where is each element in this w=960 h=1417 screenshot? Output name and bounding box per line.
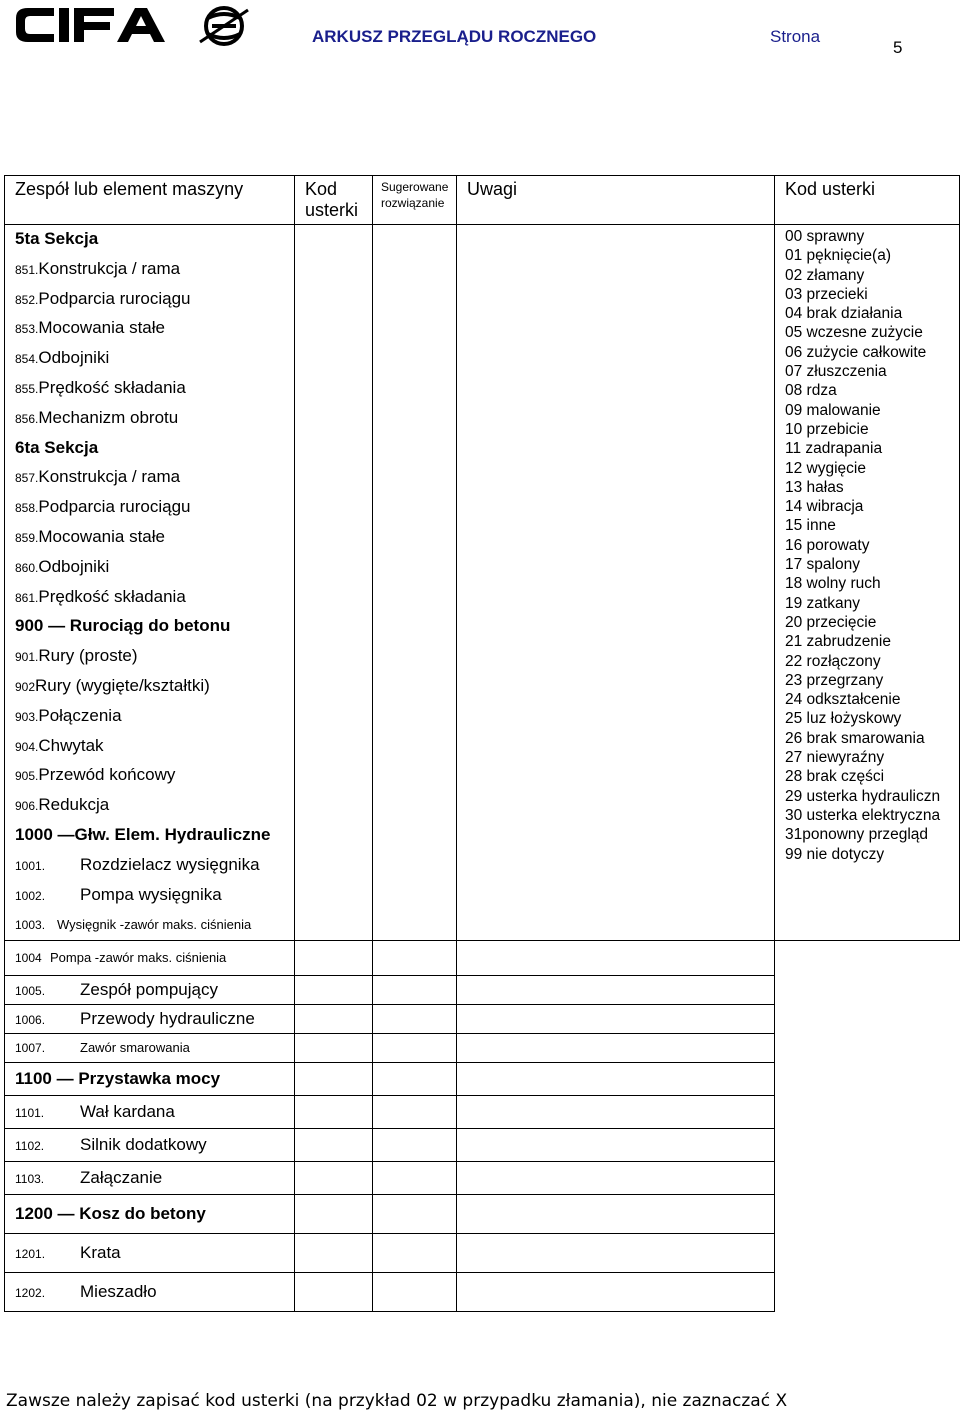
list-item bbox=[15, 344, 284, 374]
item-label: Rozdzielacz wysięgnika bbox=[80, 854, 260, 874]
list-item bbox=[15, 642, 284, 672]
item-label: Podparcia rurociągu bbox=[38, 288, 191, 308]
item-label: Zawór smarowania bbox=[80, 1040, 190, 1056]
item-number: 1001. bbox=[15, 858, 46, 873]
item-number: 853. bbox=[15, 322, 39, 337]
list-item bbox=[5, 1273, 295, 1312]
item-number: 857. bbox=[15, 471, 39, 486]
page-header bbox=[0, 0, 960, 80]
table-row bbox=[5, 1162, 960, 1195]
fault-code-item: 29 usterka hydrauliczn bbox=[785, 787, 941, 805]
item-label: Mocowania stałe bbox=[38, 526, 165, 546]
list-item bbox=[5, 941, 295, 976]
item-number: 901. bbox=[15, 650, 39, 665]
suggested-solution-entry-cell[interactable] bbox=[373, 976, 457, 1005]
fault-code-item: 11 zadrapania bbox=[785, 440, 883, 458]
fault-code-item: 20 przecięcie bbox=[785, 613, 877, 631]
fault-code-item: 23 przegrzany bbox=[785, 671, 884, 689]
fault-code-item: 31ponowny przegląd bbox=[785, 826, 929, 844]
remarks-entry-cell[interactable] bbox=[457, 1005, 775, 1034]
fault-code-item: 99 nie dotyczy bbox=[785, 845, 885, 863]
item-number: 903. bbox=[15, 709, 39, 724]
fault-code-entry-cell[interactable] bbox=[295, 225, 373, 941]
item-number: 859. bbox=[15, 530, 39, 545]
section-heading bbox=[15, 225, 284, 255]
list-item bbox=[15, 255, 284, 285]
remarks-entry-cell[interactable] bbox=[457, 1162, 775, 1195]
suggested-solution-entry-cell[interactable] bbox=[373, 1096, 457, 1129]
elements-column bbox=[5, 225, 295, 941]
item-label: Prędkość składania bbox=[38, 377, 186, 397]
item-number: 1003. bbox=[15, 918, 46, 933]
item-number: 1002. bbox=[15, 888, 46, 903]
item-number: 1102. bbox=[15, 1139, 45, 1154]
item-label: Rury (wygięte/kształtki) bbox=[35, 675, 210, 695]
item-label: 6ta Sekcja bbox=[15, 437, 99, 457]
item-number: 1103. bbox=[15, 1172, 45, 1187]
item-number: 860. bbox=[15, 560, 39, 575]
fault-code-entry-cell[interactable] bbox=[295, 1034, 373, 1063]
item-label: Konstrukcja / rama bbox=[38, 467, 181, 487]
fault-code-entry-cell[interactable] bbox=[295, 941, 373, 976]
remarks-entry-cell[interactable] bbox=[457, 1273, 775, 1312]
list-item bbox=[15, 374, 284, 404]
fault-code-item: 09 malowanie bbox=[785, 401, 881, 419]
fault-code-item: 16 porowaty bbox=[785, 536, 870, 554]
list-item bbox=[5, 1129, 295, 1162]
suggested-solution-entry-cell[interactable] bbox=[373, 225, 457, 941]
item-label: Przewód końcowy bbox=[38, 765, 176, 785]
suggested-solution-entry-cell[interactable] bbox=[373, 1034, 457, 1063]
remarks-entry-cell[interactable] bbox=[457, 1129, 775, 1162]
fault-code-list bbox=[785, 227, 949, 864]
section-heading bbox=[15, 821, 284, 851]
remarks-entry-cell[interactable] bbox=[457, 225, 775, 941]
list-item bbox=[15, 314, 284, 344]
item-label: Rury (proste) bbox=[38, 646, 138, 666]
fault-code-item: 14 wibracja bbox=[785, 498, 864, 516]
item-number: 904. bbox=[15, 739, 39, 754]
item-number: 1201. bbox=[15, 1247, 46, 1262]
item-label: 5ta Sekcja bbox=[15, 229, 99, 248]
suggested-solution-entry-cell[interactable] bbox=[373, 1162, 457, 1195]
fault-code-item: 26 brak smarowania bbox=[785, 729, 925, 747]
item-number: 1202. bbox=[15, 1286, 46, 1301]
fault-code-item: 17 spalony bbox=[785, 556, 860, 574]
fault-code-item: 13 hałas bbox=[785, 478, 844, 496]
table-row bbox=[5, 1096, 960, 1129]
list-item bbox=[15, 404, 284, 434]
fault-code-item: 03 przecieki bbox=[785, 285, 868, 303]
fault-code-entry-cell[interactable] bbox=[295, 1063, 373, 1096]
item-label: Wał kardana bbox=[80, 1102, 175, 1122]
fault-code-item: 22 rozłączony bbox=[785, 652, 881, 670]
fault-code-item: 02 złamany bbox=[785, 266, 865, 284]
remarks-entry-cell[interactable] bbox=[457, 976, 775, 1005]
item-label: Przewody hydrauliczne bbox=[80, 1009, 255, 1029]
item-label: Chwytak bbox=[38, 735, 104, 755]
list-item bbox=[15, 702, 284, 732]
list-item bbox=[5, 1096, 295, 1129]
table-row bbox=[5, 1195, 960, 1234]
item-label: Krata bbox=[80, 1243, 121, 1263]
col-header-remarks: Uwagi bbox=[457, 176, 775, 225]
item-number: 906. bbox=[15, 799, 39, 814]
remarks-entry-cell[interactable] bbox=[457, 941, 775, 976]
list-item bbox=[15, 732, 284, 762]
col-header-fault-code: Kod usterki bbox=[295, 176, 373, 225]
table-row bbox=[5, 1273, 960, 1312]
list-item bbox=[15, 493, 284, 523]
fault-code-entry-cell[interactable] bbox=[295, 1005, 373, 1034]
fault-code-item: 12 wygięcie bbox=[785, 459, 866, 477]
page-number: 5 bbox=[893, 38, 903, 57]
section-heading bbox=[5, 1063, 295, 1096]
fault-code-item: 27 niewyraźny bbox=[785, 749, 885, 767]
fault-code-item: 21 zabrudzenie bbox=[785, 633, 891, 651]
item-label: 900 — Rurociąg do betonu bbox=[15, 616, 231, 636]
col-header-element: Zespół lub element maszyny bbox=[5, 176, 295, 225]
section-heading bbox=[15, 612, 284, 642]
item-label: Wysięgnik -zawór maks. ciśnienia bbox=[57, 917, 252, 933]
table-row bbox=[5, 976, 960, 1005]
fault-code-item: 30 usterka elektryczna bbox=[785, 806, 941, 824]
col-header-fault-code-legend: Kod usterki bbox=[775, 176, 960, 225]
item-label: Odbojniki bbox=[38, 556, 110, 576]
section-heading bbox=[15, 434, 284, 464]
fault-code-entry-cell[interactable] bbox=[295, 1129, 373, 1162]
page-label: Strona bbox=[770, 27, 821, 46]
fault-code-item: 01 pęknięcie(a) bbox=[785, 247, 891, 265]
item-label: Mieszadło bbox=[80, 1282, 157, 1302]
item-label: Konstrukcja / rama bbox=[38, 258, 181, 278]
table-body-row bbox=[5, 225, 960, 941]
section-heading bbox=[5, 1195, 295, 1234]
footer-note: Zawsze należy zapisać kod usterki (na przykład 02 w przypadku złamania), nie zaznaczać X bbox=[6, 1391, 788, 1411]
remarks-entry-cell[interactable] bbox=[457, 1234, 775, 1273]
item-number: 858. bbox=[15, 501, 39, 516]
fault-code-entry-cell[interactable] bbox=[295, 976, 373, 1005]
item-label: Zespół pompujący bbox=[80, 980, 218, 1000]
table-row bbox=[5, 1129, 960, 1162]
item-number: 851. bbox=[15, 262, 39, 277]
item-number: 1101. bbox=[15, 1106, 45, 1121]
suggested-solution-entry-cell[interactable] bbox=[373, 1195, 457, 1234]
cifa-logo bbox=[14, 4, 254, 51]
fault-code-item: 18 wolny ruch bbox=[785, 575, 881, 593]
fault-code-item: 19 zatkany bbox=[785, 594, 860, 612]
item-number: 854. bbox=[15, 352, 39, 367]
list-item bbox=[5, 1234, 295, 1273]
item-number: 1007. bbox=[15, 1041, 46, 1056]
remarks-entry-cell[interactable] bbox=[457, 1034, 775, 1063]
item-number: 1004 bbox=[15, 951, 42, 966]
item-number: 905. bbox=[15, 769, 39, 784]
fault-code-item: 10 przebicie bbox=[785, 420, 869, 438]
item-label: Pompa wysięgnika bbox=[80, 884, 222, 904]
item-label: Pompa -zawór maks. ciśnienia bbox=[50, 950, 227, 966]
list-item bbox=[15, 285, 284, 315]
item-label: 1000 —Głw. Elem. Hydrauliczne bbox=[15, 824, 271, 844]
fault-code-entry-cell[interactable] bbox=[295, 1195, 373, 1234]
list-item bbox=[5, 1162, 295, 1195]
list-item bbox=[15, 672, 284, 702]
table-row bbox=[5, 1034, 960, 1063]
table-row bbox=[5, 1234, 960, 1273]
list-item bbox=[15, 553, 284, 583]
item-label: Odbojniki bbox=[38, 348, 110, 368]
fault-code-item: 07 złuszczenia bbox=[785, 363, 887, 381]
item-number: 855. bbox=[15, 381, 39, 396]
list-item bbox=[15, 523, 284, 553]
fault-code-item: 25 luz łożyskowy bbox=[785, 710, 902, 728]
suggested-solution-entry-cell[interactable] bbox=[373, 1234, 457, 1273]
suggested-solution-entry-cell[interactable] bbox=[373, 941, 457, 976]
fault-code-item: 00 sprawny bbox=[785, 228, 865, 245]
fault-code-item: 04 brak działania bbox=[785, 305, 903, 323]
fault-code-entry-cell[interactable] bbox=[295, 1096, 373, 1129]
suggested-solution-entry-cell[interactable] bbox=[373, 1063, 457, 1096]
remarks-entry-cell[interactable] bbox=[457, 1096, 775, 1129]
elements-list bbox=[15, 225, 284, 940]
item-label: Połączenia bbox=[38, 705, 122, 725]
fault-code-item: 15 inne bbox=[785, 517, 836, 535]
list-item bbox=[15, 881, 284, 911]
item-number: 861. bbox=[15, 590, 39, 605]
table-header-row bbox=[5, 176, 960, 225]
fault-code-legend bbox=[775, 225, 960, 941]
remarks-entry-cell[interactable] bbox=[457, 1063, 775, 1096]
list-item bbox=[15, 791, 284, 821]
item-label: Redukcja bbox=[38, 795, 110, 815]
fault-code-item: 24 odkształcenie bbox=[785, 691, 901, 709]
item-number: 1006. bbox=[15, 1013, 46, 1028]
table-row bbox=[5, 941, 960, 976]
item-label: Podparcia rurociągu bbox=[38, 497, 191, 517]
list-item bbox=[5, 1034, 295, 1063]
item-label: Mocowania stałe bbox=[38, 318, 165, 338]
item-number: 1005. bbox=[15, 984, 46, 999]
fault-code-item: 28 brak części bbox=[785, 768, 885, 786]
item-number: 852. bbox=[15, 292, 39, 307]
fault-code-item: 05 wczesne zużycie bbox=[785, 324, 923, 342]
item-label: Prędkość składania bbox=[38, 586, 186, 606]
item-label: 1100 — Przystawka mocy bbox=[15, 1069, 221, 1089]
item-number: 902 bbox=[15, 679, 36, 694]
item-label: 1200 — Kosz do betony bbox=[15, 1204, 206, 1224]
fault-code-entry-cell[interactable] bbox=[295, 1273, 373, 1312]
list-item bbox=[15, 761, 284, 791]
item-label: Załączanie bbox=[80, 1168, 163, 1188]
suggested-solution-entry-cell[interactable] bbox=[373, 1129, 457, 1162]
list-item bbox=[5, 976, 295, 1005]
list-item bbox=[15, 463, 284, 493]
review-table bbox=[4, 175, 960, 1312]
suggested-solution-entry-cell[interactable] bbox=[373, 1005, 457, 1034]
list-item bbox=[5, 1005, 295, 1034]
fault-code-entry-cell[interactable] bbox=[295, 1234, 373, 1273]
fault-code-item: 08 rdza bbox=[785, 382, 837, 400]
suggested-solution-entry-cell[interactable] bbox=[373, 1273, 457, 1312]
remarks-entry-cell[interactable] bbox=[457, 1195, 775, 1234]
item-label: Silnik dodatkowy bbox=[80, 1135, 207, 1155]
fault-code-entry-cell[interactable] bbox=[295, 1162, 373, 1195]
list-item bbox=[15, 910, 284, 940]
item-label: Mechanizm obrotu bbox=[38, 407, 179, 427]
lower-rows bbox=[5, 941, 960, 1312]
col-header-suggested-solution: Sugerowane rozwiązanie bbox=[373, 176, 457, 225]
item-number: 856. bbox=[15, 411, 39, 426]
table-row bbox=[5, 1005, 960, 1034]
document-title: ARKUSZ PRZEGLĄDU ROCZNEGO bbox=[312, 27, 597, 46]
table-row bbox=[5, 1063, 960, 1096]
list-item bbox=[15, 851, 284, 881]
list-item bbox=[15, 583, 284, 613]
fault-code-item: 06 zużycie całkowite bbox=[785, 343, 927, 361]
